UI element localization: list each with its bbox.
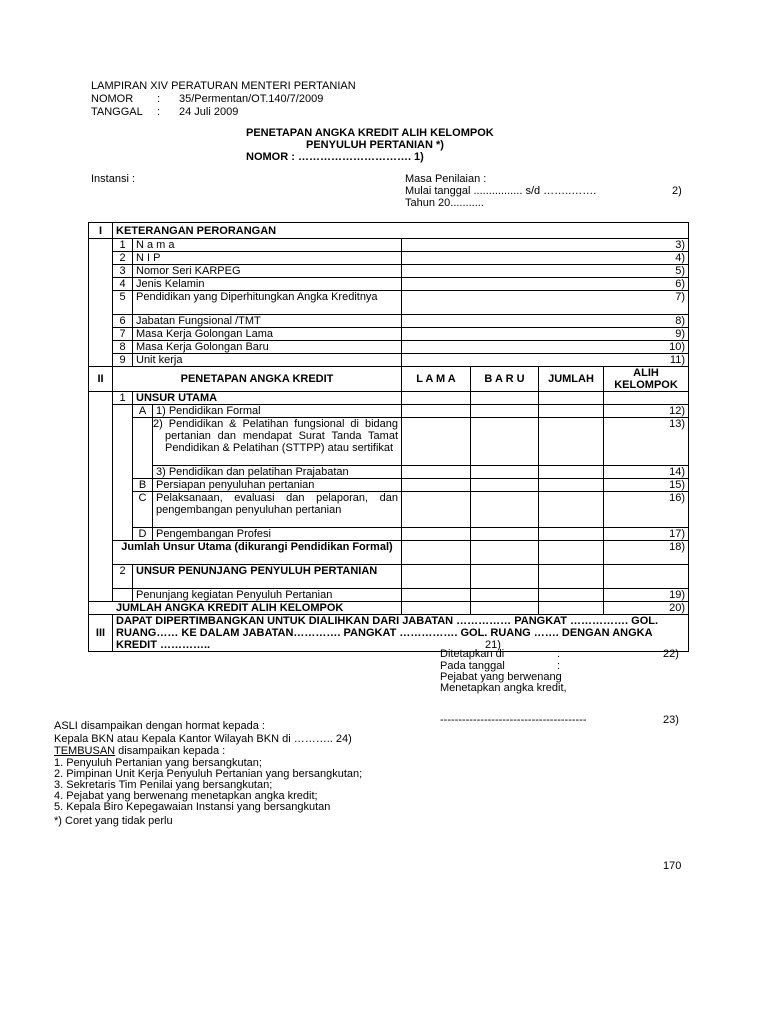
page-number: 170 [663, 860, 682, 872]
nomor-value: 35/Permentan/OT.140/7/2009 [179, 93, 324, 105]
table-row: 1 N a m a 3) [89, 239, 689, 252]
tembusan-rest: disampaikan kepada : [115, 745, 226, 757]
table-row: 2 N I P 4) [89, 252, 689, 265]
title-line-2: PENYULUH PERTANIAN *) [306, 139, 444, 151]
mulai-tanggal-note: 2) [672, 185, 682, 197]
col-alih-kelompok: ALIH KELOMPOK [604, 367, 689, 392]
list-item: 2. Pimpinan Unit Kerja Penyuluh Pertanian yang bersangkutan; [54, 768, 363, 780]
ditetapkan-label: Ditetapkan di [440, 648, 505, 660]
list-item: 1. Penyuluh Pertanian yang bersangkutan; [54, 757, 262, 769]
tahun: Tahun 20........... [405, 197, 484, 209]
col-jumlah: JUMLAH [539, 367, 604, 392]
angka-kredit-table [88, 222, 689, 652]
nomor-label: NOMOR [91, 93, 134, 105]
tembusan-line [54, 745, 225, 757]
lampiran-heading: LAMPIRAN XIV PERATURAN MENTERI PERTANIAN [91, 80, 356, 92]
table-row: C Pelaksanaan, evaluasi dan pelaporan, dan pengembangan penyuluhan pertanian 16) [89, 492, 689, 528]
table-row: 4 Jenis Kelamin 6) [89, 278, 689, 291]
section-3-text: DAPAT DIPERTIMBANGKAN UNTUK DIALIHKAN DARI JABATAN …………… PANGKAT ……………. GOL. RUANG…… KE DALAM JABATAN…………. PANGKAT ……………. GOL. RUANG ……. DENGAN ANGKA KREDIT ………….. [116, 615, 659, 651]
table-row: D Pengembangan Profesi 17) [89, 528, 689, 541]
list-item: 4. Pejabat yang berwenang menetapkan angka kredit; [54, 790, 318, 802]
kepala-bkn-line: Kepala BKN atau Kepala Kantor Wilayah BKN di ……….. 24) [54, 733, 352, 745]
table-row: 9 Unit kerja 11) [89, 354, 689, 367]
masa-penilaian-label: Masa Penilaian : [405, 173, 487, 185]
section-1-roman: I [89, 223, 113, 239]
pejabat-label: Pejabat yang berwenang [440, 671, 562, 683]
table-row: Penunjang kegiatan Penyuluh Pertanian 19) [89, 589, 689, 602]
signature-line: ---------------------------------------- [440, 714, 587, 726]
col-baru: B A R U [471, 367, 539, 392]
note-23: 23) [663, 714, 679, 726]
pada-tanggal-colon: : [557, 660, 561, 672]
table-row: 8 Masa Kerja Golongan Baru 10) [89, 341, 689, 354]
table-row: B Persiapan penyuluhan pertanian 15) [89, 479, 689, 492]
asli-line: ASLI disampaikan dengan hormat kepada : [54, 720, 265, 732]
nomor-colon: : [157, 93, 161, 105]
tembusan-word: TEMBUSAN [54, 745, 116, 757]
note-22: 22) [663, 648, 679, 660]
section-3-row [89, 615, 689, 652]
table-row: 7 Masa Kerja Golongan Lama 9) [89, 328, 689, 341]
title-nomor: NOMOR : …………………………. 1) [246, 151, 424, 163]
coret-note: *) Coret yang tidak perlu [54, 815, 173, 827]
table-row: JUMLAH ANGKA KREDIT ALIH KELOMPOK 20) [89, 602, 689, 615]
pada-tanggal-label: Pada tanggal [440, 660, 505, 672]
menetapkan-label: Menetapkan angka kredit, [440, 682, 567, 694]
table-row: A 1) Pendidikan Formal 12) [89, 405, 689, 418]
tanggal-value: 24 Juli 2009 [179, 106, 239, 118]
tanggal-colon: : [157, 106, 161, 118]
table-row: 5 Pendidikan yang Diperhitungkan Angka Kreditnya 7) [89, 291, 689, 315]
table-row: 6 Jabatan Fungsional /TMT 8) [89, 315, 689, 328]
col-lama: L A M A [402, 367, 471, 392]
tanggal-label: TANGGAL [91, 106, 143, 118]
table-row: Jumlah Unsur Utama (dikurangi Pendidikan Formal) 18) [89, 541, 689, 565]
table-row: 3) Pendidikan dan pelatihan Prajabatan 14) [89, 466, 689, 479]
instansi-label: Instansi : [91, 173, 136, 185]
table-row: 2) Pendidikan & Pelatihan fungsional di bidang pertanian dan mendapat Surat Tanda Tamat Pendidikan & Pelatihan (STTPP) atau sertifikat 13) [89, 418, 689, 466]
section-1-title: KETERANGAN PERORANGAN [113, 223, 689, 239]
section-1-header [89, 223, 689, 239]
ditetapkan-colon: : [557, 648, 561, 660]
mulai-tanggal: Mulai tanggal ................ s/d ……..……. [405, 185, 597, 197]
section-2-header [89, 367, 689, 392]
table-row: 1 UNSUR UTAMA [89, 392, 689, 405]
table-row: 3 Nomor Seri KARPEG 5) [89, 265, 689, 278]
section-3-roman: III [89, 615, 113, 652]
section-2-roman: II [89, 367, 113, 392]
title-line-1: PENETAPAN ANGKA KREDIT ALIH KELOMPOK [246, 127, 494, 139]
list-item: 5. Kepala Biro Kepegawaian Instansi yang bersangkutan [54, 801, 331, 813]
list-item: 3. Sekretaris Tim Penilai yang bersangkutan; [54, 779, 273, 791]
section-3-note: 21) [485, 639, 501, 651]
table-row: 2 UNSUR PENUNJANG PENYULUH PERTANIAN [89, 565, 689, 589]
section-2-title: PENETAPAN ANGKA KREDIT [113, 367, 402, 392]
